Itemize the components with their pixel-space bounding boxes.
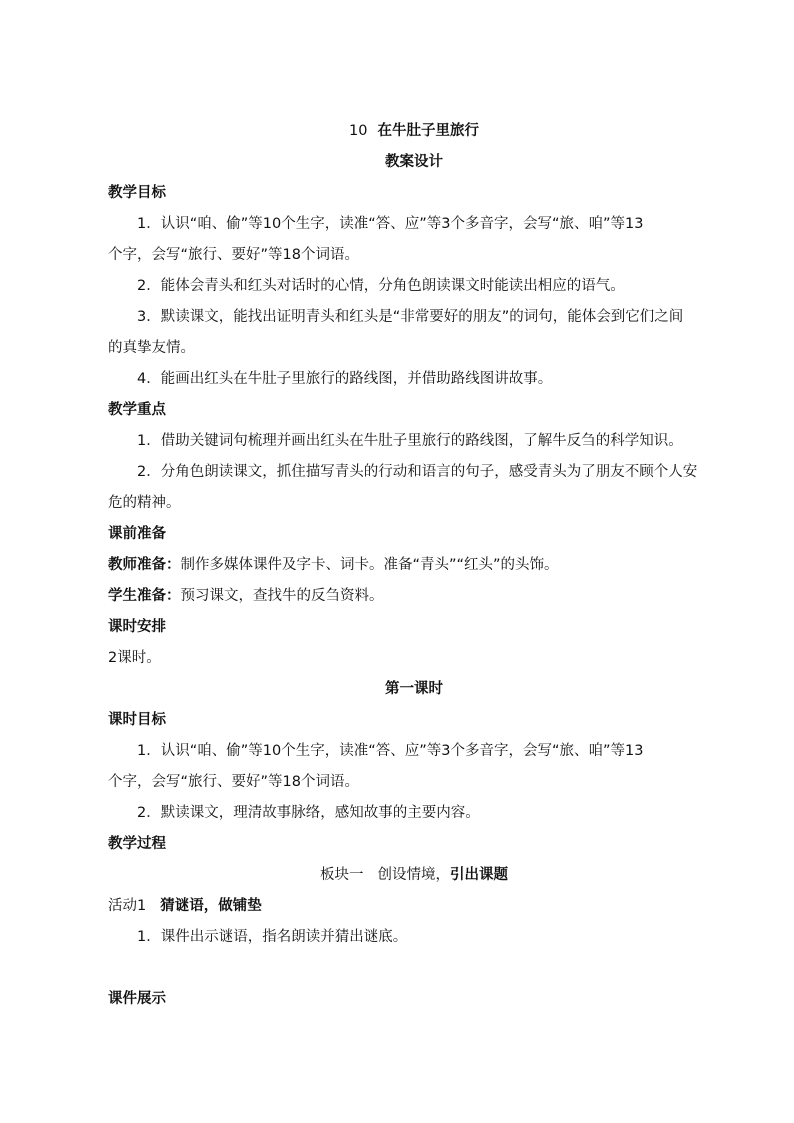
lesson-title-text: 在牛肚子里旅行 — [377, 123, 479, 139]
lesson-one-heading: 第一课时 — [385, 681, 443, 697]
document-subtitle: 教案设计 — [385, 154, 443, 170]
block-one-title-a: 创设情境， — [377, 867, 450, 883]
activity-one-label: 活动1 — [108, 898, 147, 914]
lesson-one-item-1-line-1: 1．认识“咱、偷”等10个生字，读准“答、应”等3个多音字，会写“旅、咱”等13 — [137, 743, 644, 759]
key-item-2-line-2: 危的精神。 — [108, 495, 181, 511]
schedule-text: 2课时。 — [108, 650, 161, 666]
goal-item-3-line-1: 3．默读课文，能找出证明青头和红头是“非常要好的朋友”的词句，能体会到它们之间 — [137, 309, 684, 325]
block-one-label: 板块一 — [320, 867, 364, 883]
goal-item-3-line-2: 的真挚友情。 — [108, 340, 195, 356]
block-one-title-b: 引出课题 — [450, 867, 508, 883]
key-points-heading: 教学重点 — [108, 402, 166, 418]
document-content — [108, 116, 720, 1015]
teacher-prep — [108, 550, 720, 581]
lesson-number: 10 — [349, 123, 368, 139]
block-one-title — [108, 860, 720, 891]
lesson-one-goals-heading: 课时目标 — [108, 712, 166, 728]
goal-item-1-line-1: 1．认识“咱、偷”等10个生字，读准“答、应”等3个多音字，会写“旅、咱”等13 — [137, 216, 644, 232]
key-item-2-line-1: 2．分角色朗读课文，抓住描写青头的行动和语言的句子，感受青头为了朋友不顾个人安 — [137, 464, 698, 480]
teacher-prep-label: 教师准备： — [108, 557, 181, 573]
teacher-prep-text: 制作多媒体课件及字卡、词卡。准备“青头”“红头”的头饰。 — [180, 557, 559, 573]
display-heading: 课件展示 — [108, 991, 166, 1007]
lesson-one-item-1-line-2: 个字，会写“旅行、要好”等18个词语。 — [108, 774, 359, 790]
student-prep-label: 学生准备： — [108, 588, 181, 604]
lesson-title — [108, 116, 720, 147]
schedule-heading: 课时安排 — [108, 619, 166, 635]
lesson-one-item-2: 2．默读课文，理清故事脉络，感知故事的主要内容。 — [137, 805, 480, 821]
student-prep — [108, 581, 720, 612]
activity-one — [108, 891, 720, 922]
goals-heading: 教学目标 — [108, 185, 166, 201]
key-item-1: 1．借助关键词句梳理并画出红头在牛肚子里旅行的路线图，了解牛反刍的科学知识。 — [137, 433, 683, 449]
blank-line — [108, 953, 720, 984]
goal-item-2: 2．能体会青头和红头对话时的心情，分角色朗读课文时能读出相应的语气。 — [137, 278, 625, 294]
activity-one-item: 1．课件出示谜语，指名朗读并猜出谜底。 — [137, 929, 408, 945]
prep-heading: 课前准备 — [108, 526, 166, 542]
activity-one-title: 猜谜语，做铺垫 — [160, 898, 262, 914]
goal-item-1-line-2: 个字，会写“旅行、要好”等18个词语。 — [108, 247, 359, 263]
student-prep-text: 预习课文，查找牛的反刍资料。 — [180, 588, 384, 604]
process-heading: 教学过程 — [108, 836, 166, 852]
goal-item-4: 4．能画出红头在牛肚子里旅行的路线图，并借助路线图讲故事。 — [137, 371, 553, 387]
